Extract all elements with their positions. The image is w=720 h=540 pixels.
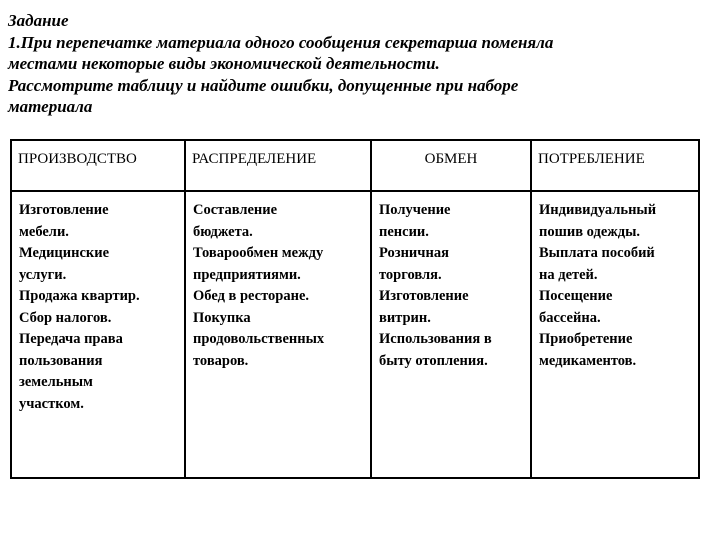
task-line: местами некоторые виды экономической деятельности.	[8, 54, 440, 73]
cell-line: витрин.	[379, 309, 431, 326]
cell-line: пенсии.	[379, 223, 429, 240]
cell-line: Медицинские	[19, 245, 110, 261]
task-line: 1.При перепечатке материала одного сообщения секретарша поменяла	[8, 32, 554, 52]
cell-production	[11, 191, 185, 478]
cell-line: Составление	[193, 202, 278, 218]
cell-exchange	[371, 191, 531, 478]
cell-line: Розничная	[379, 245, 449, 261]
cell-line: предприятиями.	[193, 266, 301, 283]
task-text	[8, 10, 708, 118]
cell-line: медикаментов.	[539, 352, 637, 369]
cell-line: Продажа квартир.	[19, 288, 140, 304]
cell-line: Посещение	[539, 288, 613, 304]
task-line: Рассмотрите таблицу и найдите ошибки, допущенные при наборе	[8, 75, 519, 95]
cell-line: бюджета.	[193, 223, 253, 240]
header-production: ПРОИЗВОДСТВО	[11, 140, 185, 191]
cell-line: пользования	[19, 352, 103, 369]
cell-line: Изготовление	[379, 288, 469, 304]
header-exchange: ОБМЕН	[371, 140, 531, 191]
cell-line: Индивидуальный	[539, 202, 657, 218]
cell-distribution	[185, 191, 371, 478]
cell-line: продовольственных	[193, 331, 325, 347]
cell-line: пошив одежды.	[539, 223, 641, 240]
table-header-row	[11, 140, 699, 191]
table-row	[11, 191, 699, 478]
cell-line: услуги.	[19, 266, 67, 283]
economic-activities-table	[10, 139, 700, 479]
cell-line: бассейна.	[539, 309, 601, 326]
cell-line: участком.	[19, 395, 84, 412]
task-line: материала	[8, 97, 93, 116]
cell-line: мебели.	[19, 223, 69, 240]
cell-line: Товарообмен между	[193, 245, 324, 261]
cell-line: земельным	[19, 374, 93, 390]
cell-line: Обед в ресторане.	[193, 288, 310, 304]
cell-line: торговля.	[379, 266, 442, 283]
cell-line: на детей.	[539, 266, 598, 283]
cell-line: Изготовление	[19, 202, 109, 218]
task-heading: Задание	[8, 11, 69, 30]
cell-line: Приобретение	[539, 331, 633, 347]
cell-line: Сбор налогов.	[19, 309, 112, 326]
cell-line: Использования в	[379, 331, 492, 347]
header-distribution: РАСПРЕДЕЛЕНИЕ	[185, 140, 371, 191]
header-consumption: ПОТРЕБЛЕНИЕ	[531, 140, 699, 191]
cell-line: Покупка	[193, 309, 251, 326]
cell-line: Передача права	[19, 331, 123, 347]
cell-line: быту отопления.	[379, 352, 488, 369]
cell-line: товаров.	[193, 352, 249, 369]
cell-consumption	[531, 191, 699, 478]
cell-line: Выплата пособий	[539, 245, 655, 261]
cell-line: Получение	[379, 202, 451, 218]
